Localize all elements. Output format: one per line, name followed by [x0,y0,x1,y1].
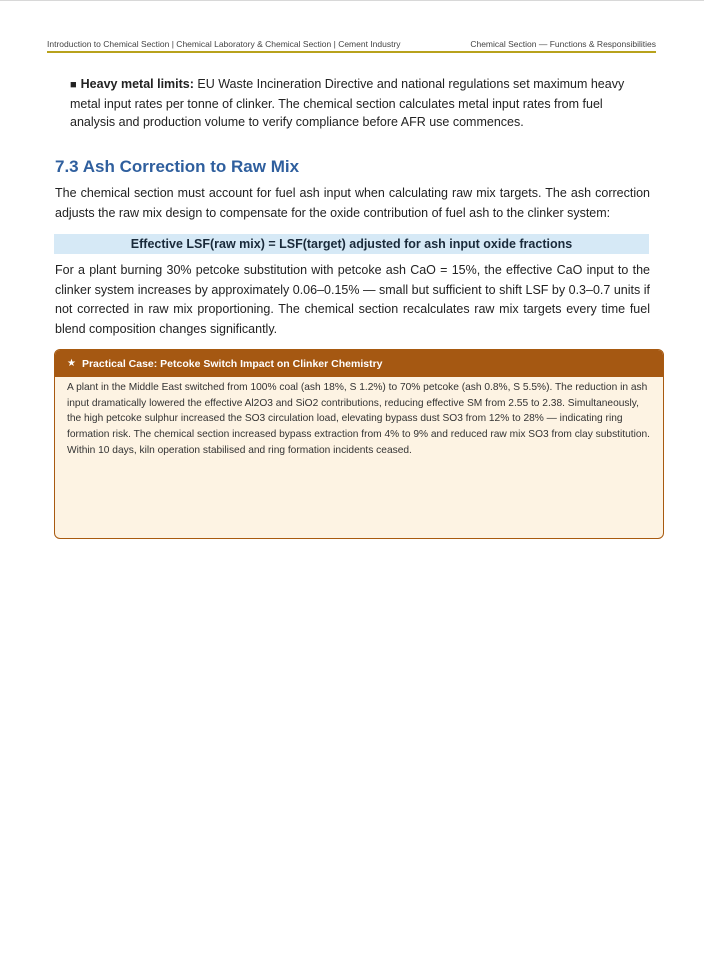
square-bullet-icon: ■ [70,79,77,91]
running-header [47,39,656,49]
star-icon: ★ [67,358,76,369]
bullet-item-heavy-metal [70,75,645,132]
practical-case-box [54,349,664,539]
header-right-text: Chemical Section — Functions & Responsibilities [470,39,656,49]
bullet-title: Heavy metal limits: [80,77,194,91]
practical-case-title: Practical Case: Petcoke Switch Impact on Clinker Chemistry [81,357,383,370]
header-left-text: Introduction to Chemical Section | Chemical Laboratory & Chemical Section | Cement Industry [47,39,401,49]
header-rule [47,51,656,53]
practical-case-body: A plant in the Middle East switched from 100% coal (ash 18%, S 1.2%) to 70% petcoke (ash 0.8%, S 5.5%). The reduction in ash input dramatically lowered the effective Al2O3 and SiO2 contributions, reducing effective SM from 2.55 to 2.38. Simultaneously, the high petcoke sulphur increased the SO3 circulation load, elevating bypass dust SO3 from 12% to 28% — indicating ring formation risk. The chemical section increased bypass extraction from 4% to 9% and reduced raw mix SO3 from clay substitution. Within 10 days, kiln operation stabilised and ring formation incidents ceased. [67,382,651,456]
bullet-text: EU Waste Incineration Directive and national regulations set maximum heavy metal input rates per tonne of clinker. The chemical section calculates metal input rates from fuel analysis and production volume to verify compliance before AFR use commences. [70,77,625,129]
section-body-paragraph: For a plant burning 30% petcoke substitution with petcoke ash CaO = 15%, the effective CaO input to the clinker system increases by approximately 0.06–0.15% — small but sufficient to shift LSF by 0.3–0.7 units if not corrected in raw mix proportioning. The chemical section recalculates raw mix targets every time fuel blend composition changes significantly. [55,263,650,336]
page-top-border [0,0,704,1]
section-heading: 7.3 Ash Correction to Raw Mix [55,157,300,176]
practical-case-header [55,350,663,377]
formula-box: Effective LSF(raw mix) = LSF(target) adjusted for ash input oxide fractions [54,234,649,254]
section-intro-paragraph: The chemical section must account for fuel ash input when calculating raw mix targets. The ash correction adjusts the raw mix design to compensate for the oxide contribution of fuel ash to the clinker system: [55,186,650,220]
